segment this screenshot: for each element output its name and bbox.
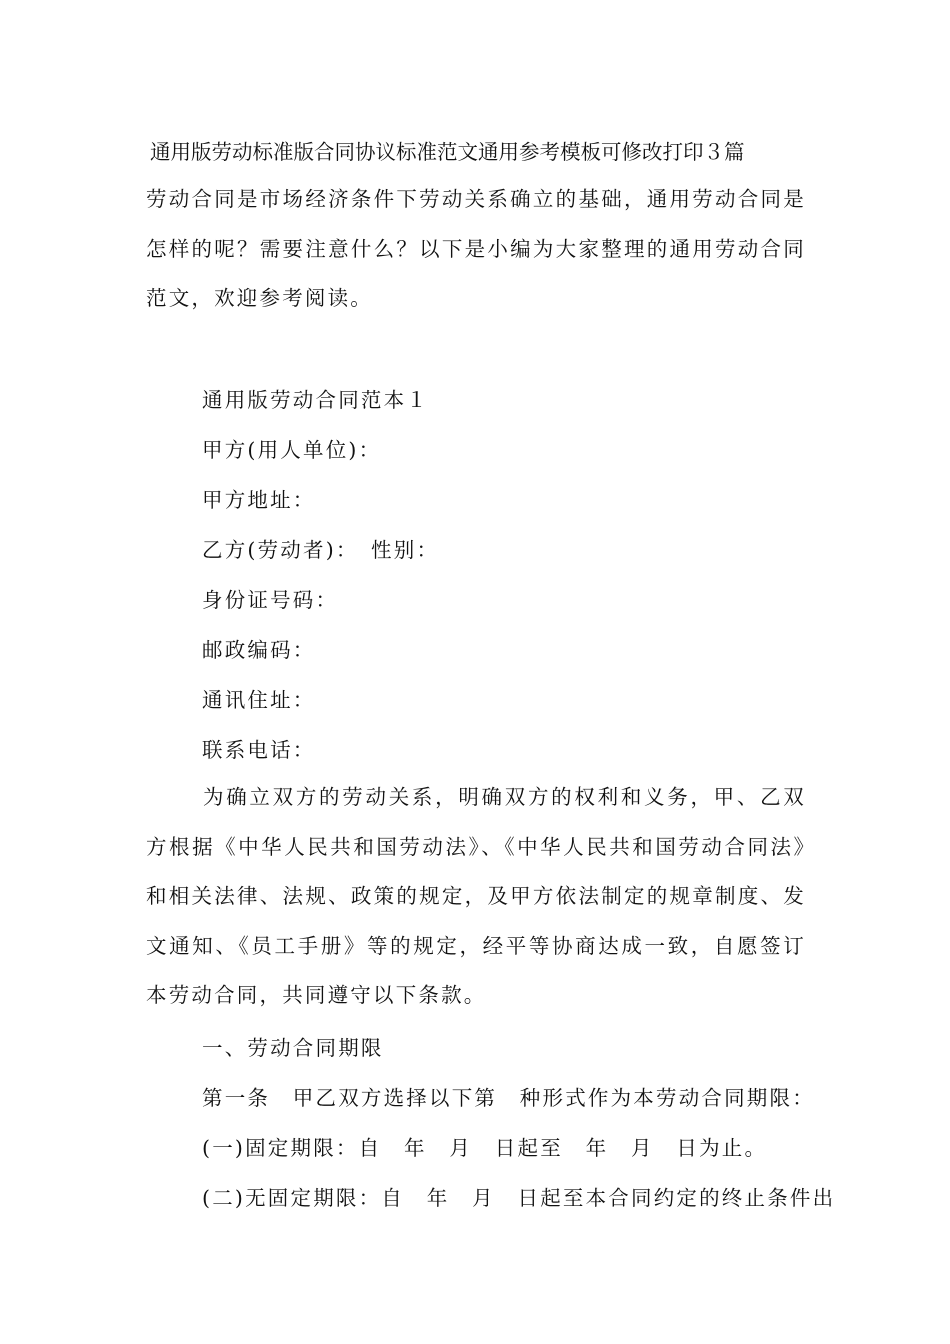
- field-id-number: 身份证号码：: [202, 588, 339, 612]
- document-title: 通用版劳动标准版合同协议标准范文通用参考模板可修改打印３篇: [150, 140, 745, 164]
- field-mailing-address: 通讯住址：: [202, 688, 316, 712]
- article-1: 第一条 甲乙双方选择以下第 种形式作为本劳动合同期限：: [202, 1086, 815, 1110]
- field-party-a-address: 甲方地址：: [202, 488, 316, 512]
- section-title: 通用版劳动合同范本１: [202, 388, 429, 412]
- option-open-ended: (二)无固定期限：自 年 月 日起至本合同约定的终止条件出: [202, 1186, 836, 1210]
- field-party-b-gender: 乙方(劳动者)： 性别：: [202, 538, 440, 562]
- chapter-heading: 一、劳动合同期限: [202, 1036, 384, 1060]
- intro-paragraph: 劳动合同是市场经济条件下劳动关系确立的基础，通用劳动合同是怎样的呢？需要注意什么？以下是小编为大家整理的通用劳动合同范文，欢迎参考阅读。: [146, 187, 806, 311]
- option-fixed-term: (一)固定期限：自 年 月 日起至 年 月 日为止。: [202, 1136, 768, 1160]
- field-party-a: 甲方(用人单位)：: [202, 438, 382, 462]
- preamble-paragraph: 为确立双方的劳动关系，明确双方的权利和义务，甲、乙双方根据《中华人民共和国劳动法》、《中华人民共和国劳动合同法》和相关法律、法规、政策的规定，及甲方依法制定的规章制度、发文通知、《员工手册》等的规定，经平等协商达成一致，自愿签订本劳动合同，共同遵守以下条款。: [146, 785, 806, 1008]
- field-postal-code: 邮政编码：: [202, 638, 316, 662]
- field-phone: 联系电话：: [202, 738, 316, 762]
